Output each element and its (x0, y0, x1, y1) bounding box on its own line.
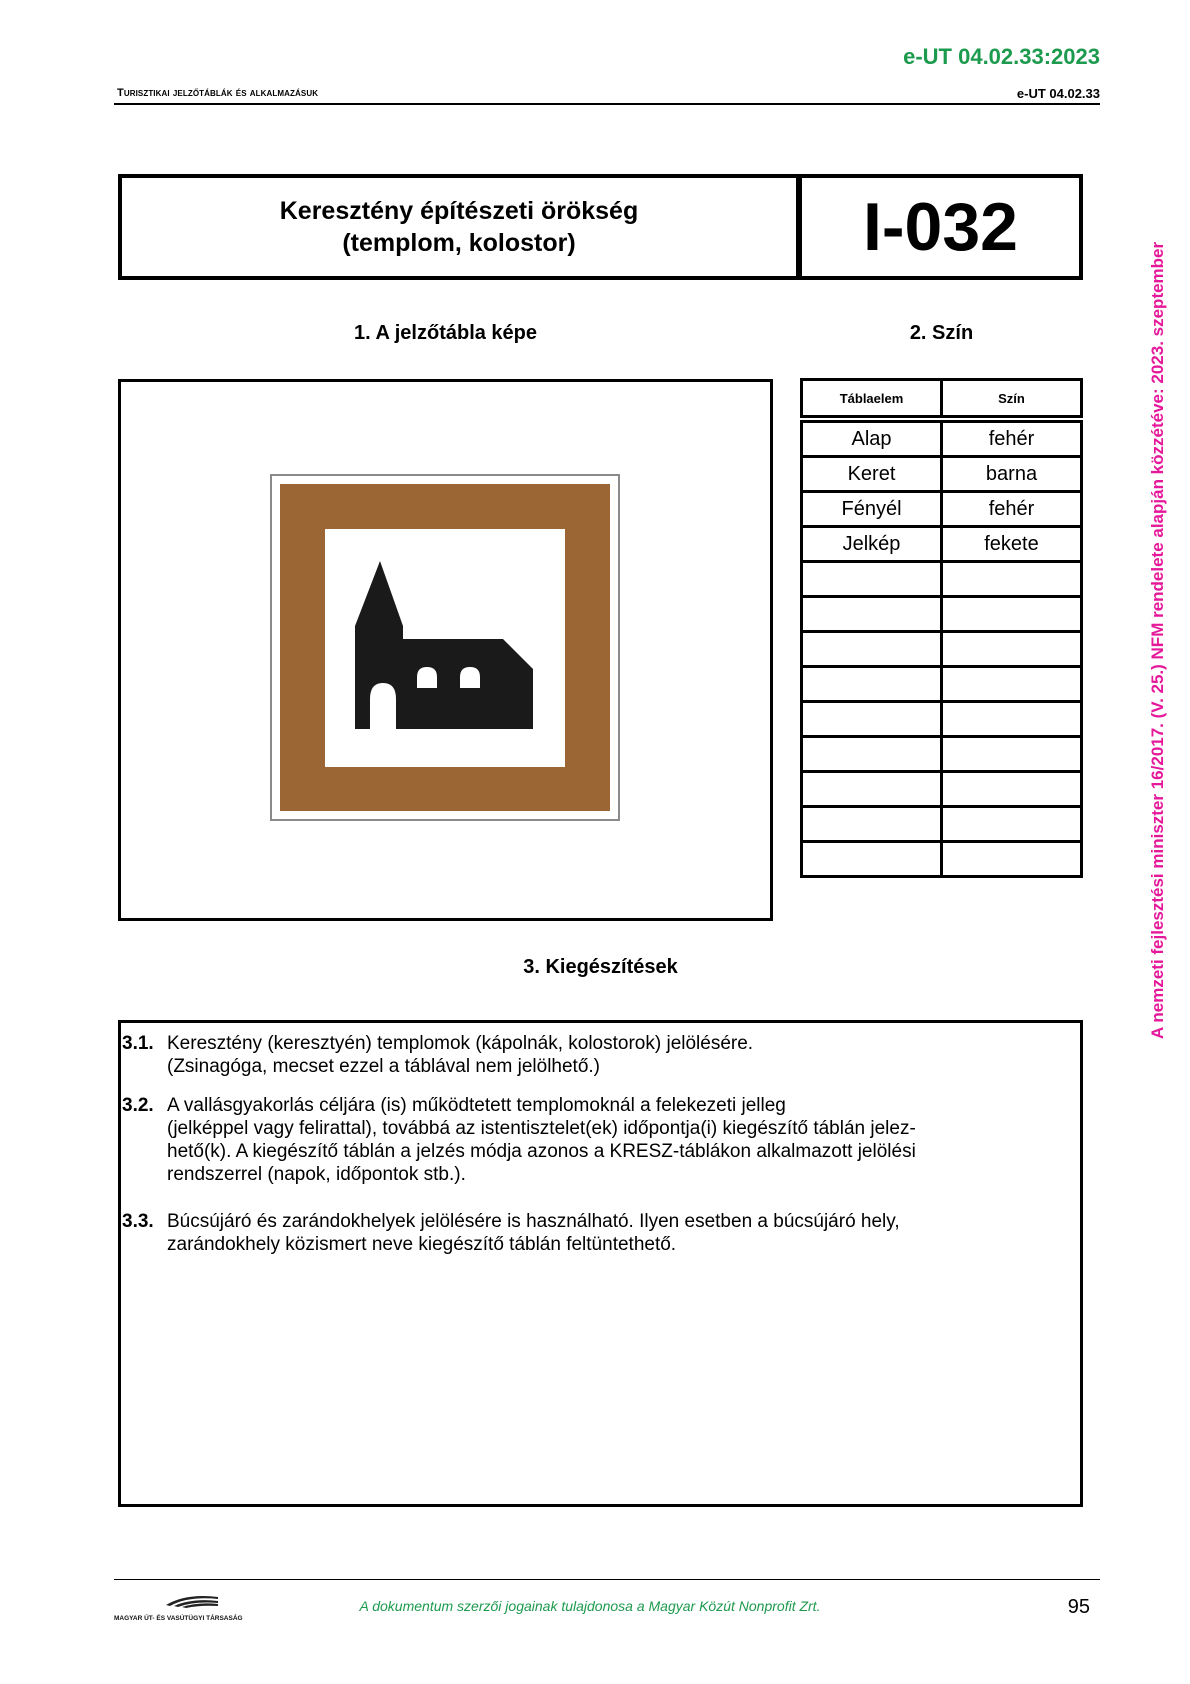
table-cell-color: fehér (942, 422, 1082, 457)
color-heading: 2. Szín (909, 322, 974, 344)
note-number: 3.1. (122, 1033, 154, 1054)
note-number: 3.2. (122, 1095, 154, 1116)
table-cell-element: Keret (802, 457, 942, 492)
running-title: Turisztikai jelzőtáblák és alkalmazásuk (117, 87, 319, 99)
table-cell-element: Alap (802, 422, 942, 457)
church-icon (355, 561, 533, 729)
publication-side-note-text: A nemzeti fejlesztési miniszter 16/2017. (V. 25.) NFM rendelete alapján közzétéve: 2023. szeptember (1148, 241, 1167, 1039)
note-3-3 (122, 1210, 1052, 1256)
copyright-notice: A dokumentum szerzői jogainak tulajdonosa a Magyar Közút Nonprofit Zrt. (359, 1598, 821, 1614)
header-rule (114, 103, 1100, 105)
table-row-empty (802, 667, 1082, 702)
table-cell-color: fekete (942, 527, 1082, 562)
sign-title-line-1: Keresztény építészeti örökség (279, 197, 639, 225)
table-row-empty (802, 562, 1082, 597)
running-reference: e-UT 04.02.33 (1016, 86, 1100, 101)
color-table-header-row (802, 380, 1082, 417)
table-row-empty (802, 632, 1082, 667)
note-line: hető(k). A kiegészítő táblán a jelzés módja azonos a KRESZ-táblákon alkalmazott jelölési (167, 1141, 916, 1162)
table-row (802, 422, 1082, 457)
table-row-empty (802, 807, 1082, 842)
note-line: rendszerrel (napok, időpontok stb.). (167, 1164, 466, 1185)
sign-title (122, 178, 796, 276)
table-cell-color: barna (942, 457, 1082, 492)
note-line: A vallásgyakorlás céljára (is) működtetett templomoknál a felekezeti jelleg (167, 1095, 786, 1116)
table-cell-element: Jelkép (802, 527, 942, 562)
color-table-header-element: Táblaelem (802, 380, 942, 417)
note-number: 3.3. (122, 1211, 154, 1232)
table-row (802, 527, 1082, 562)
color-table (800, 378, 1083, 878)
notes-heading: 3. Kiegészítések (523, 956, 678, 978)
note-3-2 (122, 1094, 1052, 1186)
table-row-empty (802, 702, 1082, 737)
table-row-empty (802, 842, 1082, 877)
table-row-empty (802, 597, 1082, 632)
sign-code: I-032 (863, 189, 1018, 265)
note-line: (jelképpel vagy felirattal), továbbá az istentisztelet(ek) időpontja(i) kiegészítő táblán jelez- (167, 1118, 916, 1139)
table-cell-color: fehér (942, 492, 1082, 527)
note-line: Keresztény (keresztyén) templomok (kápolnák, kolostorok) jelölésére. (167, 1033, 754, 1054)
table-row-empty (802, 737, 1082, 772)
note-line: zarándokhely közismert neve kiegészítő táblán feltüntethető. (167, 1234, 677, 1255)
publication-side-note (1148, 160, 1178, 1120)
color-table-header-color: Szín (942, 380, 1082, 417)
sign-image-heading: 1. A jelzőtábla képe (353, 322, 538, 344)
table-row (802, 457, 1082, 492)
table-row (802, 492, 1082, 527)
sign-title-line-2: (templom, kolostor) (342, 229, 576, 257)
page-number: 95 (1067, 1596, 1090, 1618)
note-line: (Zsinagóga, mecset ezzel a táblával nem jelölhető.) (167, 1056, 601, 1077)
table-row-empty (802, 772, 1082, 807)
note-3-1 (122, 1032, 1052, 1078)
publisher-logo-text: MAGYAR ÚT- ÉS VASÚTÜGYI TÁRSASÁG (114, 1615, 243, 1622)
table-cell-element: Fényél (802, 492, 942, 527)
note-line: Búcsújáró és zarándokhelyek jelölésére is használható. Ilyen esetben a búcsújáró hely, (167, 1211, 900, 1232)
footer-rule (114, 1579, 1100, 1580)
document-id: e-UT 04.02.33:2023 (903, 44, 1100, 69)
publisher-logo (114, 1591, 264, 1623)
